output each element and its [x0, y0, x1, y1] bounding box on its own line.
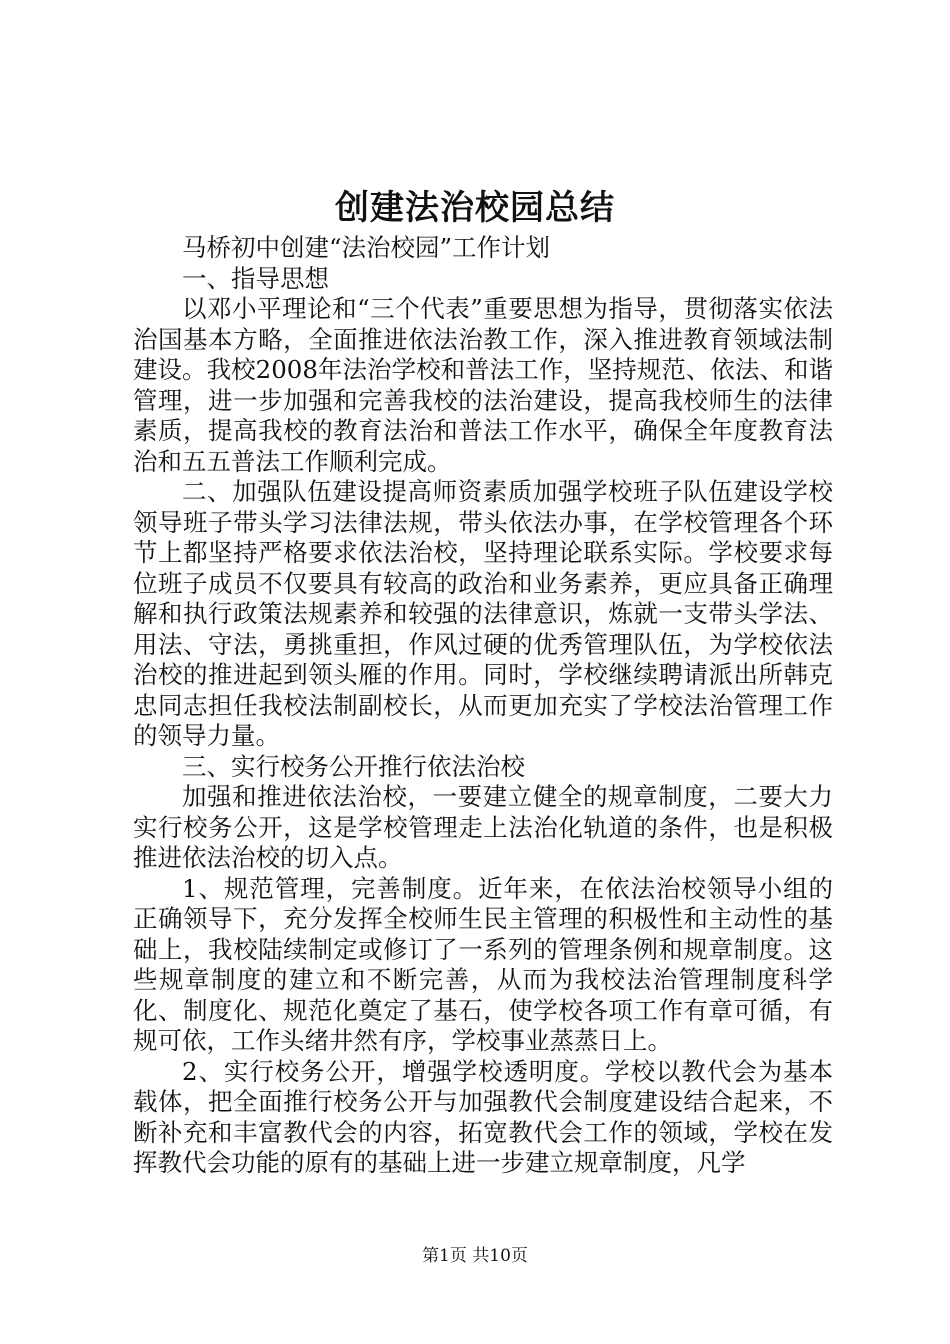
- heading-school-affairs-openness: 三、实行校务公开推行依法治校: [182, 751, 525, 781]
- document-body: [133, 233, 833, 1179]
- page-footer: 第1页 共10页: [422, 1246, 528, 1266]
- paragraph-rule-of-law: 加强和推进依法治校，一要建立健全的规章制度，二要大力实行校务公开，这是学校管理走上法治化轨道的条件，也是积极推进依法治校的切入点。: [133, 782, 833, 872]
- paragraph-transparency: 2、实行校务公开，增强学校透明度。学校以教代会为基本载体，把全面推行校务公开与加强教代会制度建设结合起来，不断补充和丰富教代会的内容，拓宽教代会工作的领域，学校在发挥教代会功能的原有的基础上进一步建立规章制度，凡学: [133, 1056, 833, 1177]
- paragraph-team-building: 二、加强队伍建设提高师资素质加强学校班子队伍建设学校领导班子带头学习法律法规，带头依法办事，在学校管理各个环节上都坚持严格要求依法治校，坚持理论联系实际。学校要求每位班子成员不仅要具有较高的政治和业务素养，更应具备正确理解和执行政策法规素养和较强的法律意识，炼就一支带头学法、用法、守法，勇挑重担，作风过硬的优秀管理队伍，为学校依法治校的推进起到领头雁的作用。同时，学校继续聘请派出所韩克忠同志担任我校法制副校长，从而更加充实了学校法治管理工作的领导力量。: [133, 477, 833, 750]
- paragraph-plan-title: 马桥初中创建“法治校园”工作计划: [182, 233, 551, 262]
- document-title: 创建法治校园总结: [335, 188, 615, 228]
- heading-guiding-ideology: 一、指导思想: [182, 263, 329, 293]
- paragraph-guiding-ideology: 以邓小平理论和“三个代表”重要思想为指导，贯彻落实依法治国基本方略，全面推进依法治教工作，深入推进教育领域法制建设。我校2008年法治学校和普法工作，坚持规范、依法、和谐管理，进一步加强和完善我校的法治建设，提高我校师生的法律素质，提高我校的教育法治和普法工作水平，确保全年度教育法治和五五普法工作顺利完成。: [133, 294, 833, 476]
- paragraph-standardized-management: 1、规范管理，完善制度。近年来，在依法治校领导小组的正确领导下，充分发挥全校师生民主管理的积极性和主动性的基础上，我校陆续制定或修订了一系列的管理条例和规章制度。这些规章制度的建立和不断完善，从而为我校法治管理制度科学化、制度化、规范化奠定了基石，使学校各项工作有章可循，有规可依，工作头绪井然有序，学校事业蒸蒸日上。: [133, 873, 833, 1055]
